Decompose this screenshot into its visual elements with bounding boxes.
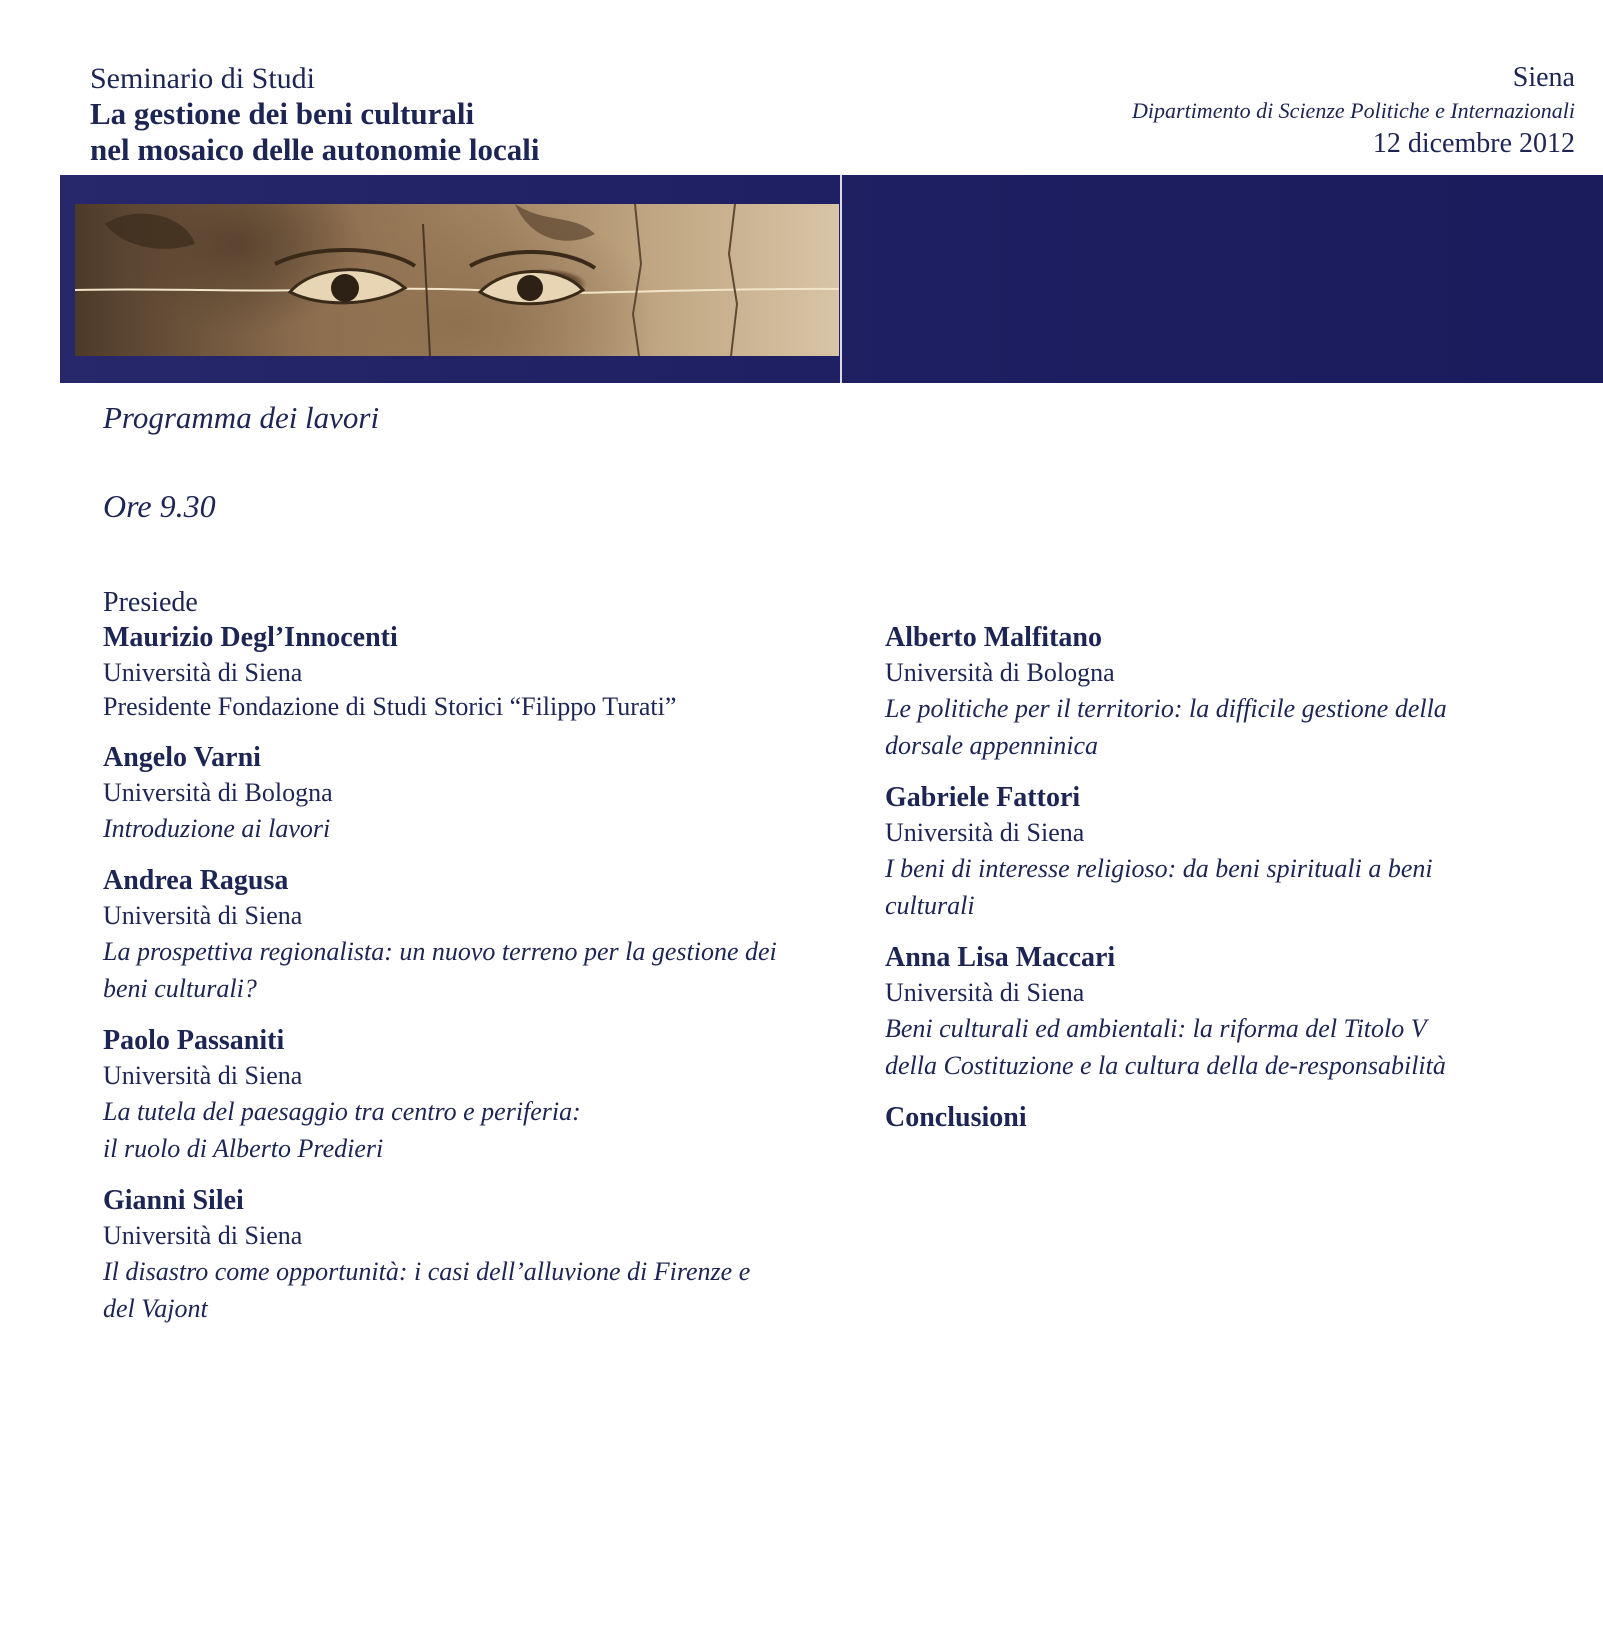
program-time: Ore 9.30 (103, 488, 216, 524)
chair-name: Maurizio Degl’Innocenti (103, 622, 398, 653)
speaker-name: Gabriele Fattori (885, 782, 1081, 813)
speaker-entry (103, 1023, 823, 1167)
speaker-name: Paolo Passaniti (103, 1025, 285, 1056)
speaker-entry (103, 740, 823, 847)
talk-title-continued: il ruolo di Alberto Predieri (103, 1134, 384, 1163)
talk-title: La prospettiva regionalista: un nuovo terreno per la gestione dei (103, 937, 777, 966)
sculpture-face-illustration (75, 204, 839, 356)
talk-title-continued: culturali (885, 891, 975, 920)
speaker-affiliation: Università di Siena (103, 1061, 303, 1090)
speaker-affiliation: Università di Bologna (103, 778, 333, 807)
program-column-right (885, 620, 1565, 1136)
speaker-affiliation: Università di Siena (103, 1221, 303, 1250)
banner-image (75, 204, 839, 356)
event-city: Siena (1512, 62, 1575, 93)
talk-title-continued: dorsale appenninica (885, 731, 1099, 760)
speaker-affiliation: Università di Bologna (885, 658, 1115, 687)
chair-role: Presiede (103, 587, 198, 618)
chair-affiliation: Università di Siena (103, 658, 303, 687)
speaker-entry (103, 1183, 823, 1327)
speaker-entry (885, 940, 1565, 1084)
speaker-name: Alberto Malfitano (885, 622, 1102, 653)
speaker-name: Gianni Silei (103, 1185, 244, 1216)
seminar-title-line-2: nel mosaico delle autonomie locali (90, 132, 540, 167)
speaker-entry (103, 863, 823, 1007)
program-column-left (103, 586, 823, 1343)
event-department: Dipartimento di Scienze Politiche e Internazionali (1132, 98, 1575, 123)
event-date: 12 dicembre 2012 (1372, 128, 1575, 159)
banner-divider (840, 175, 842, 383)
speaker-affiliation: Università di Siena (103, 901, 303, 930)
seminar-header (90, 62, 539, 168)
seminar-series: Seminario di Studi (90, 62, 315, 95)
event-info (1132, 60, 1575, 162)
talk-title: Le politiche per il territorio: la difficile gestione della (885, 694, 1447, 723)
talk-title-continued: beni culturali? (103, 974, 257, 1003)
talk-title: I beni di interesse religioso: da beni spirituali a beni (885, 854, 1433, 883)
talk-title: Introduzione ai lavori (103, 814, 331, 843)
speaker-name: Anna Lisa Maccari (885, 942, 1116, 973)
speaker-name: Angelo Varni (103, 742, 261, 773)
chair-entry (103, 586, 823, 724)
talk-title: La tutela del paesaggio tra centro e periferia: (103, 1097, 581, 1126)
talk-title: Il disastro come opportunità: i casi dell’alluvione di Firenze e (103, 1257, 751, 1286)
speaker-affiliation: Università di Siena (885, 818, 1085, 847)
talk-title-continued: del Vajont (103, 1294, 208, 1323)
chair-position: Presidente Fondazione di Studi Storici “Filippo Turati” (103, 692, 677, 721)
talk-title-continued: della Costituzione e la cultura della de-responsabilità (885, 1051, 1446, 1080)
seminar-title-line-1: La gestione dei beni culturali (90, 96, 475, 131)
conclusions-heading: Conclusioni (885, 1102, 1027, 1133)
speaker-entry (885, 620, 1565, 764)
talk-title: Beni culturali ed ambientali: la riforma del Titolo V (885, 1014, 1427, 1043)
program-title: Programma dei lavori (103, 400, 380, 435)
speaker-affiliation: Università di Siena (885, 978, 1085, 1007)
speaker-name: Andrea Ragusa (103, 865, 289, 896)
speaker-entry (885, 780, 1565, 924)
